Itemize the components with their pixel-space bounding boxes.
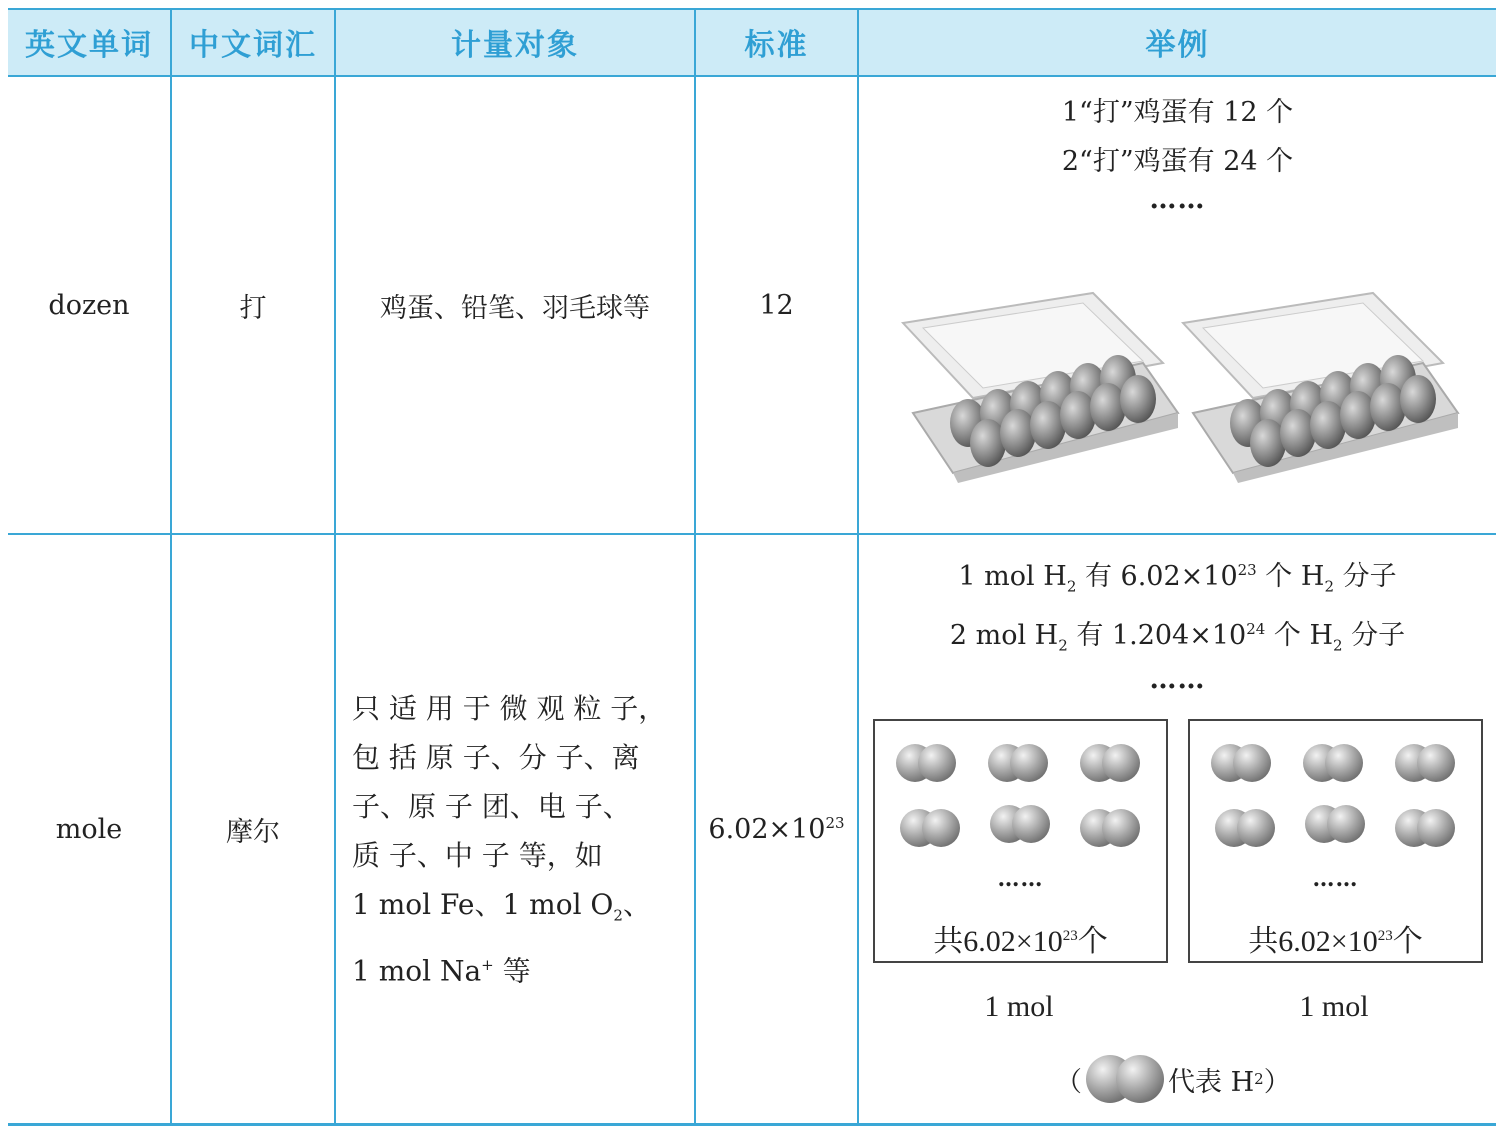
egg-carton-image (893, 283, 1183, 483)
cell-standard-dozen: 12 (759, 289, 794, 321)
cell-english-mole: mole (55, 813, 123, 845)
header-standard: 标准 (744, 28, 809, 63)
h2-molecules-icon (875, 721, 1166, 861)
box-caption: 1 mol (1299, 990, 1369, 1023)
box-ellipsis: …… (997, 866, 1044, 892)
cell-objects-dozen: 鸡蛋、铅笔、羽毛球等 (380, 292, 650, 324)
cell-chinese-mole: 摩尔 (226, 816, 280, 848)
description-line: 子、原 子 团、电 子、 (352, 790, 631, 823)
h2-molecule-icon (1082, 1053, 1168, 1105)
rule-top (8, 8, 1496, 10)
example-ellipsis: …… (1149, 664, 1206, 695)
description-line: 只 适 用 于 微 观 粒 子， (352, 692, 667, 725)
header-examples: 举例 (1145, 28, 1210, 63)
rule-bottom (8, 1123, 1496, 1126)
example-line: 1“打”鸡蛋有 12 个 (1061, 97, 1294, 128)
egg-carton-image (1173, 283, 1463, 483)
header-english: 英文单词 (25, 28, 153, 63)
description-line: 质 子、中 子 等，如 (352, 839, 603, 872)
box-caption: 1 mol (984, 990, 1054, 1023)
example-line: 1 mol $H_2$ 有 $6.02\times 10^{23}$ 个 $H_2$ 分子 (958, 561, 1397, 596)
cell-objects-mole (352, 684, 686, 995)
legend: （ 代表 H 2 ） (1055, 1053, 1291, 1105)
cell-english-dozen: dozen (48, 289, 130, 321)
box-ellipsis: …… (1312, 866, 1359, 892)
description-line: 包 括 原 子、分 子、离 (352, 741, 640, 774)
units-table (8, 8, 1496, 1126)
header-chinese: 中文词汇 (189, 28, 317, 63)
box-count-label: 共$6.02\times 10^{23}$个 (1248, 925, 1423, 958)
box-count-label: 共$6.02\times 10^{23}$个 (933, 925, 1108, 958)
cell-chinese-dozen: 打 (239, 292, 267, 324)
example-ellipsis: …… (1149, 184, 1206, 215)
molecule-box (1188, 719, 1483, 963)
h2-molecules-icon (1190, 721, 1481, 861)
description-line: 1 mol Fe、1 mol $O_2$、 (352, 888, 651, 925)
molecule-box (873, 719, 1168, 963)
example-line: 2 mol $H_2$ 有 $1.204\times 10^{24}$ 个 $H_2$ 分子 (949, 620, 1406, 655)
header-objects: 计量对象 (451, 28, 579, 63)
example-line: 2“打”鸡蛋有 24 个 (1061, 146, 1294, 177)
description-line: 1 mol Na+ 等 (352, 953, 531, 987)
cell-standard-mole: 6.02×10 $^{23}$ (708, 813, 845, 845)
